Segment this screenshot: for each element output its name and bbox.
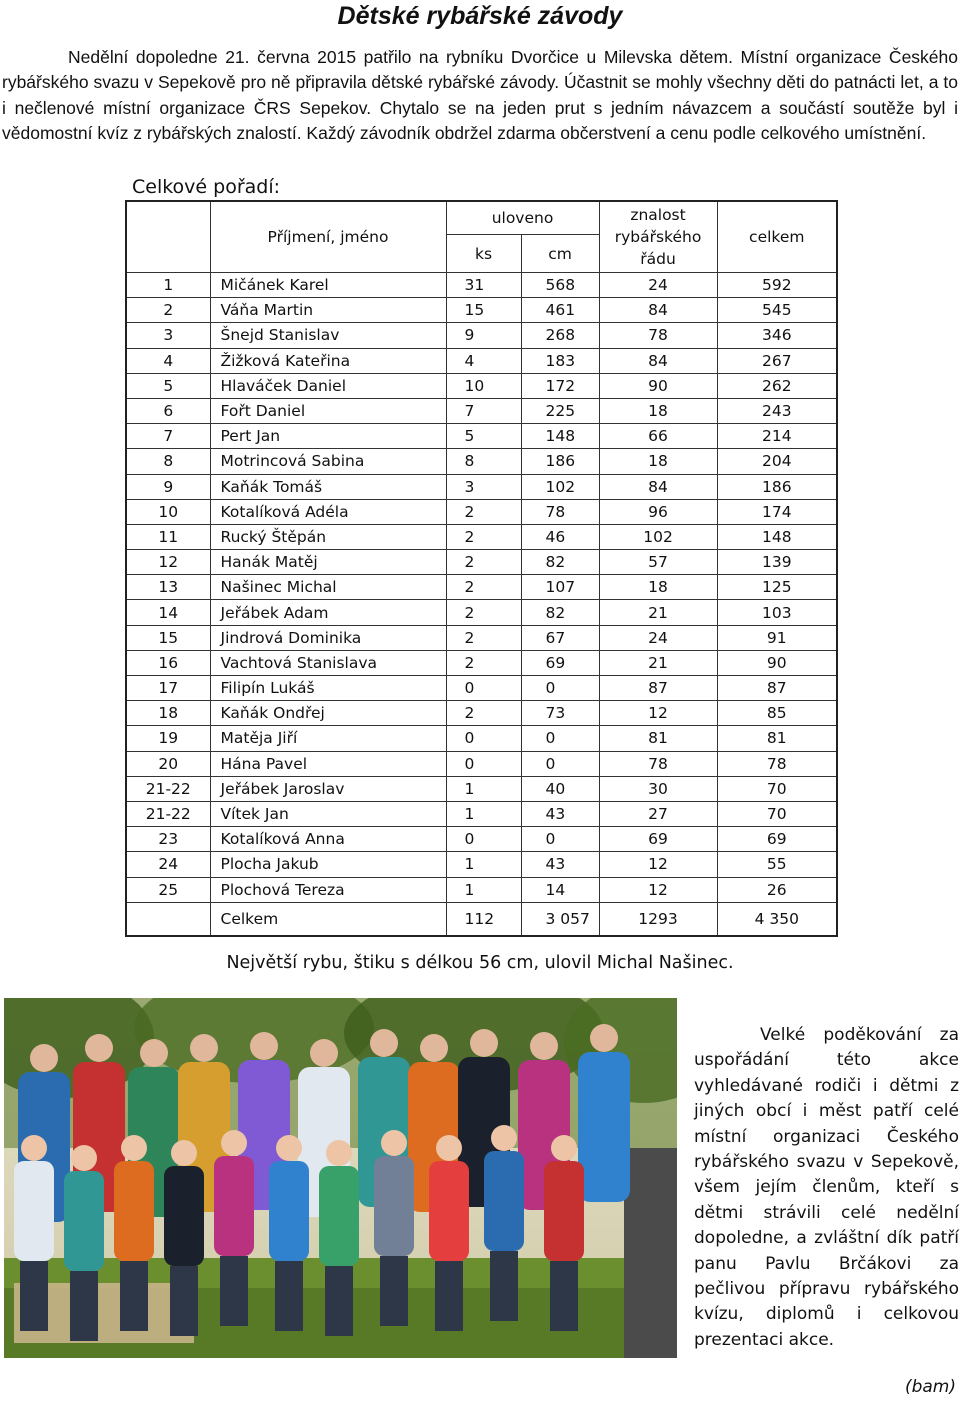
knowledge-cell: 12 xyxy=(599,877,717,902)
knowledge-cell: 18 xyxy=(599,575,717,600)
group-photo-illustration xyxy=(4,998,677,1358)
person-head xyxy=(310,1039,338,1067)
total-ks: 112 xyxy=(446,902,521,936)
total-cell: 174 xyxy=(717,499,837,524)
total-rank-cell xyxy=(126,902,210,936)
person-head xyxy=(140,1039,168,1067)
table-row xyxy=(126,550,837,575)
intro-text: Nedělní dopoledne 21. června 2015 patřilo na rybníku Dvorčice u Milevska dětem. Místní organizace Českého rybářského svazu v Sepekově pro ně připravila dětské rybářské závody. Účastnit se mohly všechny děti do patnácti let, a to i nečlenové místní organizace ČRS Sepekov. Chytalo se na jeden prut s jedním návazcem a součástí soutěže byl i vědomostní kvíz z rybářských znalostí. Každý závodník obdržel zdarma občerstvení a cenu podle celkového umístnění. xyxy=(2,47,958,144)
name-cell: Vítek Jan xyxy=(210,801,446,826)
rank-cell: 17 xyxy=(126,676,210,701)
total-cell: 91 xyxy=(717,625,837,650)
rank-cell: 25 xyxy=(126,877,210,902)
table-row xyxy=(126,650,837,675)
total-row xyxy=(126,902,837,936)
cm-cell: 0 xyxy=(521,827,599,852)
total-cell: 78 xyxy=(717,751,837,776)
name-cell: Žižková Kateřina xyxy=(210,348,446,373)
cm-cell: 43 xyxy=(521,852,599,877)
name-cell: Rucký Štěpán xyxy=(210,524,446,549)
ks-cell: 0 xyxy=(446,676,521,701)
knowledge-cell: 78 xyxy=(599,323,717,348)
cm-cell: 14 xyxy=(521,877,599,902)
biggest-fish-note: Největší rybu, štiku s délkou 56 cm, ulovil Michal Našinec. xyxy=(226,953,734,973)
name-cell: Hána Pavel xyxy=(210,751,446,776)
knowledge-cell: 87 xyxy=(599,676,717,701)
name-cell: Pert Jan xyxy=(210,424,446,449)
knowledge-cell: 21 xyxy=(599,600,717,625)
rank-cell: 7 xyxy=(126,424,210,449)
table-row xyxy=(126,801,837,826)
person-body xyxy=(64,1171,104,1271)
table-row xyxy=(126,424,837,449)
total-cell: 70 xyxy=(717,801,837,826)
table-row xyxy=(126,726,837,751)
knowledge-cell: 84 xyxy=(599,474,717,499)
ks-cell: 0 xyxy=(446,751,521,776)
rank-cell: 2 xyxy=(126,298,210,323)
total-cell: 243 xyxy=(717,398,837,423)
person-legs xyxy=(70,1271,98,1341)
header-total: celkem xyxy=(717,201,837,273)
cm-cell: 67 xyxy=(521,625,599,650)
total-cell: 90 xyxy=(717,650,837,675)
header-rank xyxy=(126,201,210,273)
table-row xyxy=(126,348,837,373)
person-head xyxy=(590,1024,618,1052)
rank-cell: 20 xyxy=(126,751,210,776)
person-head xyxy=(470,1029,498,1057)
name-cell: Našinec Michal xyxy=(210,575,446,600)
person-legs xyxy=(120,1261,148,1331)
knowledge-cell: 24 xyxy=(599,625,717,650)
knowledge-cell: 69 xyxy=(599,827,717,852)
person-body xyxy=(214,1156,254,1256)
person-head xyxy=(276,1135,302,1161)
table-row xyxy=(126,575,837,600)
table-row xyxy=(126,323,837,348)
person-legs xyxy=(380,1256,408,1326)
rank-cell: 13 xyxy=(126,575,210,600)
rank-cell: 6 xyxy=(126,398,210,423)
rank-cell: 21-22 xyxy=(126,776,210,801)
name-cell: Kotalíková Adéla xyxy=(210,499,446,524)
intro-paragraph xyxy=(2,45,958,147)
ks-cell: 2 xyxy=(446,625,521,650)
header-name: Příjmení, jméno xyxy=(210,201,446,273)
ks-cell: 5 xyxy=(446,424,521,449)
rank-cell: 12 xyxy=(126,550,210,575)
cm-cell: 43 xyxy=(521,801,599,826)
total-cell: 262 xyxy=(717,373,837,398)
ks-cell: 4 xyxy=(446,348,521,373)
results-table xyxy=(125,200,838,937)
person-head xyxy=(85,1034,113,1062)
cm-cell: 82 xyxy=(521,550,599,575)
person-legs xyxy=(325,1266,353,1336)
cm-cell: 73 xyxy=(521,701,599,726)
table-row xyxy=(126,625,837,650)
ks-cell: 2 xyxy=(446,550,521,575)
rank-cell: 1 xyxy=(126,273,210,298)
cm-cell: 225 xyxy=(521,398,599,423)
knowledge-cell: 30 xyxy=(599,776,717,801)
cm-cell: 40 xyxy=(521,776,599,801)
person-head xyxy=(21,1135,47,1161)
person-head xyxy=(171,1140,197,1166)
knowledge-cell: 102 xyxy=(599,524,717,549)
ks-cell: 3 xyxy=(446,474,521,499)
ks-cell: 8 xyxy=(446,449,521,474)
person-head xyxy=(250,1032,278,1060)
total-cell: 69 xyxy=(717,827,837,852)
table-row xyxy=(126,827,837,852)
rank-cell: 24 xyxy=(126,852,210,877)
author-signature: (bam) xyxy=(904,1377,956,1397)
total-label: Celkem xyxy=(210,902,446,936)
cm-cell: 268 xyxy=(521,323,599,348)
table-row xyxy=(126,373,837,398)
total-cell: 214 xyxy=(717,424,837,449)
rank-cell: 8 xyxy=(126,449,210,474)
table-row xyxy=(126,398,837,423)
name-cell: Jeřábek Jaroslav xyxy=(210,776,446,801)
total-cell: 87 xyxy=(717,676,837,701)
name-cell: Motrincová Sabina xyxy=(210,449,446,474)
name-cell: Jeřábek Adam xyxy=(210,600,446,625)
person-body xyxy=(164,1166,204,1266)
total-cell: 55 xyxy=(717,852,837,877)
total-cell: 148 xyxy=(717,524,837,549)
name-cell: Matěja Jiří xyxy=(210,726,446,751)
knowledge-cell: 27 xyxy=(599,801,717,826)
person-legs xyxy=(170,1266,198,1336)
name-cell: Hanák Matěj xyxy=(210,550,446,575)
ks-cell: 1 xyxy=(446,877,521,902)
table-row xyxy=(126,474,837,499)
total-cell: 70 xyxy=(717,776,837,801)
header-cm: cm xyxy=(521,235,599,273)
total-cm: 3 057 xyxy=(521,902,599,936)
table-row xyxy=(126,776,837,801)
rank-cell: 18 xyxy=(126,701,210,726)
total-cell: 204 xyxy=(717,449,837,474)
knowledge-cell: 66 xyxy=(599,424,717,449)
table-row xyxy=(126,877,837,902)
table-row xyxy=(126,676,837,701)
cm-cell: 0 xyxy=(521,751,599,776)
person-body xyxy=(429,1161,469,1261)
knowledge-cell: 21 xyxy=(599,650,717,675)
person-legs xyxy=(435,1261,463,1331)
name-cell: Šnejd Stanislav xyxy=(210,323,446,348)
cm-cell: 46 xyxy=(521,524,599,549)
ks-cell: 2 xyxy=(446,575,521,600)
cm-cell: 148 xyxy=(521,424,599,449)
total-cell: 26 xyxy=(717,877,837,902)
person-head xyxy=(436,1135,462,1161)
total-cell: 139 xyxy=(717,550,837,575)
rank-cell: 3 xyxy=(126,323,210,348)
cm-cell: 461 xyxy=(521,298,599,323)
person-head xyxy=(370,1029,398,1057)
rank-cell: 9 xyxy=(126,474,210,499)
table-row xyxy=(126,449,837,474)
ks-cell: 2 xyxy=(446,499,521,524)
table-row xyxy=(126,701,837,726)
person-head xyxy=(190,1034,218,1062)
name-cell: Kotalíková Anna xyxy=(210,827,446,852)
name-cell: Vachtová Stanislava xyxy=(210,650,446,675)
name-cell: Plochová Tereza xyxy=(210,877,446,902)
person-head xyxy=(121,1135,147,1161)
person-body xyxy=(544,1161,584,1261)
person-head xyxy=(381,1130,407,1156)
table-row xyxy=(126,499,837,524)
header-caught: uloveno xyxy=(446,201,599,235)
knowledge-cell: 12 xyxy=(599,701,717,726)
knowledge-cell: 18 xyxy=(599,449,717,474)
knowledge-cell: 78 xyxy=(599,751,717,776)
person-legs xyxy=(275,1261,303,1331)
person-legs xyxy=(550,1261,578,1331)
person-head xyxy=(420,1034,448,1062)
ks-cell: 15 xyxy=(446,298,521,323)
name-cell: Váňa Martin xyxy=(210,298,446,323)
group-photo xyxy=(4,998,677,1358)
person-head xyxy=(491,1125,517,1151)
cm-cell: 0 xyxy=(521,726,599,751)
person-body xyxy=(374,1156,414,1256)
ks-cell: 1 xyxy=(446,801,521,826)
ks-cell: 9 xyxy=(446,323,521,348)
name-cell: Jindrová Dominika xyxy=(210,625,446,650)
rank-cell: 14 xyxy=(126,600,210,625)
overall-ranking-label: Celkové pořadí: xyxy=(132,176,281,198)
rank-cell: 23 xyxy=(126,827,210,852)
total-cell: 267 xyxy=(717,348,837,373)
cm-cell: 82 xyxy=(521,600,599,625)
person-body xyxy=(484,1151,524,1251)
person-head xyxy=(326,1140,352,1166)
knowledge-cell: 57 xyxy=(599,550,717,575)
cm-cell: 78 xyxy=(521,499,599,524)
total-sum: 4 350 xyxy=(717,902,837,936)
name-cell: Kaňák Tomáš xyxy=(210,474,446,499)
rank-cell: 19 xyxy=(126,726,210,751)
person-legs xyxy=(20,1261,48,1331)
rank-cell: 10 xyxy=(126,499,210,524)
cm-cell: 107 xyxy=(521,575,599,600)
rank-cell: 5 xyxy=(126,373,210,398)
person-legs xyxy=(490,1251,518,1321)
person-body xyxy=(578,1052,630,1202)
person-head xyxy=(71,1145,97,1171)
rank-cell: 16 xyxy=(126,650,210,675)
table-row xyxy=(126,600,837,625)
thanks-text: Velké poděkování za uspořádání této akce vyhledávané rodiči i dětmi z jiných obcí i měst patří celé místní organizaci Českého rybářského svazu v Sepekově, všem jejím členům, kteří s dětmi strávili celé nedělní dopoledne, a zvláštní dík patří panu Pavlu Brčákovi za pečlivou přípravu rybářského kvízu, diplomů i celkovou prezentaci akce. xyxy=(694,1025,959,1350)
person-body xyxy=(14,1161,54,1261)
rank-cell: 4 xyxy=(126,348,210,373)
ks-cell: 0 xyxy=(446,726,521,751)
knowledge-cell: 12 xyxy=(599,852,717,877)
knowledge-cell: 84 xyxy=(599,348,717,373)
cm-cell: 0 xyxy=(521,676,599,701)
total-cell: 186 xyxy=(717,474,837,499)
table-row xyxy=(126,852,837,877)
rank-cell: 11 xyxy=(126,524,210,549)
header-ks: ks xyxy=(446,235,521,273)
table-row xyxy=(126,298,837,323)
total-cell: 103 xyxy=(717,600,837,625)
total-cell: 81 xyxy=(717,726,837,751)
name-cell: Hlaváček Daniel xyxy=(210,373,446,398)
cm-cell: 102 xyxy=(521,474,599,499)
knowledge-cell: 18 xyxy=(599,398,717,423)
person-body xyxy=(319,1166,359,1266)
table-row xyxy=(126,751,837,776)
cm-cell: 186 xyxy=(521,449,599,474)
name-cell: Filipín Lukáš xyxy=(210,676,446,701)
knowledge-cell: 84 xyxy=(599,298,717,323)
page-title: Dětské rybářské závody xyxy=(337,2,623,30)
name-cell: Kaňák Ondřej xyxy=(210,701,446,726)
table-row xyxy=(126,524,837,549)
person-body xyxy=(269,1161,309,1261)
person-head xyxy=(551,1135,577,1161)
name-cell: Mičánek Karel xyxy=(210,273,446,298)
person-head xyxy=(530,1032,558,1060)
total-cell: 125 xyxy=(717,575,837,600)
ks-cell: 2 xyxy=(446,701,521,726)
knowledge-cell: 24 xyxy=(599,273,717,298)
total-knowledge: 1293 xyxy=(599,902,717,936)
ks-cell: 2 xyxy=(446,600,521,625)
table-header-row-1 xyxy=(126,201,837,235)
name-cell: Plocha Jakub xyxy=(210,852,446,877)
total-cell: 592 xyxy=(717,273,837,298)
total-cell: 545 xyxy=(717,298,837,323)
rank-cell: 21-22 xyxy=(126,801,210,826)
person-body xyxy=(114,1161,154,1261)
knowledge-cell: 96 xyxy=(599,499,717,524)
cm-cell: 172 xyxy=(521,373,599,398)
results-body xyxy=(126,273,837,903)
ks-cell: 2 xyxy=(446,524,521,549)
cm-cell: 568 xyxy=(521,273,599,298)
ks-cell: 1 xyxy=(446,776,521,801)
ks-cell: 2 xyxy=(446,650,521,675)
person-head xyxy=(221,1130,247,1156)
name-cell: Fořt Daniel xyxy=(210,398,446,423)
total-cell: 346 xyxy=(717,323,837,348)
header-knowledge: znalost rybářského řádu xyxy=(599,201,717,273)
cm-cell: 69 xyxy=(521,650,599,675)
thanks-paragraph xyxy=(694,1023,959,1353)
table-row xyxy=(126,273,837,298)
knowledge-cell: 81 xyxy=(599,726,717,751)
total-cell: 85 xyxy=(717,701,837,726)
ks-cell: 31 xyxy=(446,273,521,298)
person-legs xyxy=(220,1256,248,1326)
ks-cell: 0 xyxy=(446,827,521,852)
rank-cell: 15 xyxy=(126,625,210,650)
ks-cell: 1 xyxy=(446,852,521,877)
person-head xyxy=(30,1044,58,1072)
ks-cell: 7 xyxy=(446,398,521,423)
knowledge-cell: 90 xyxy=(599,373,717,398)
cm-cell: 183 xyxy=(521,348,599,373)
ks-cell: 10 xyxy=(446,373,521,398)
